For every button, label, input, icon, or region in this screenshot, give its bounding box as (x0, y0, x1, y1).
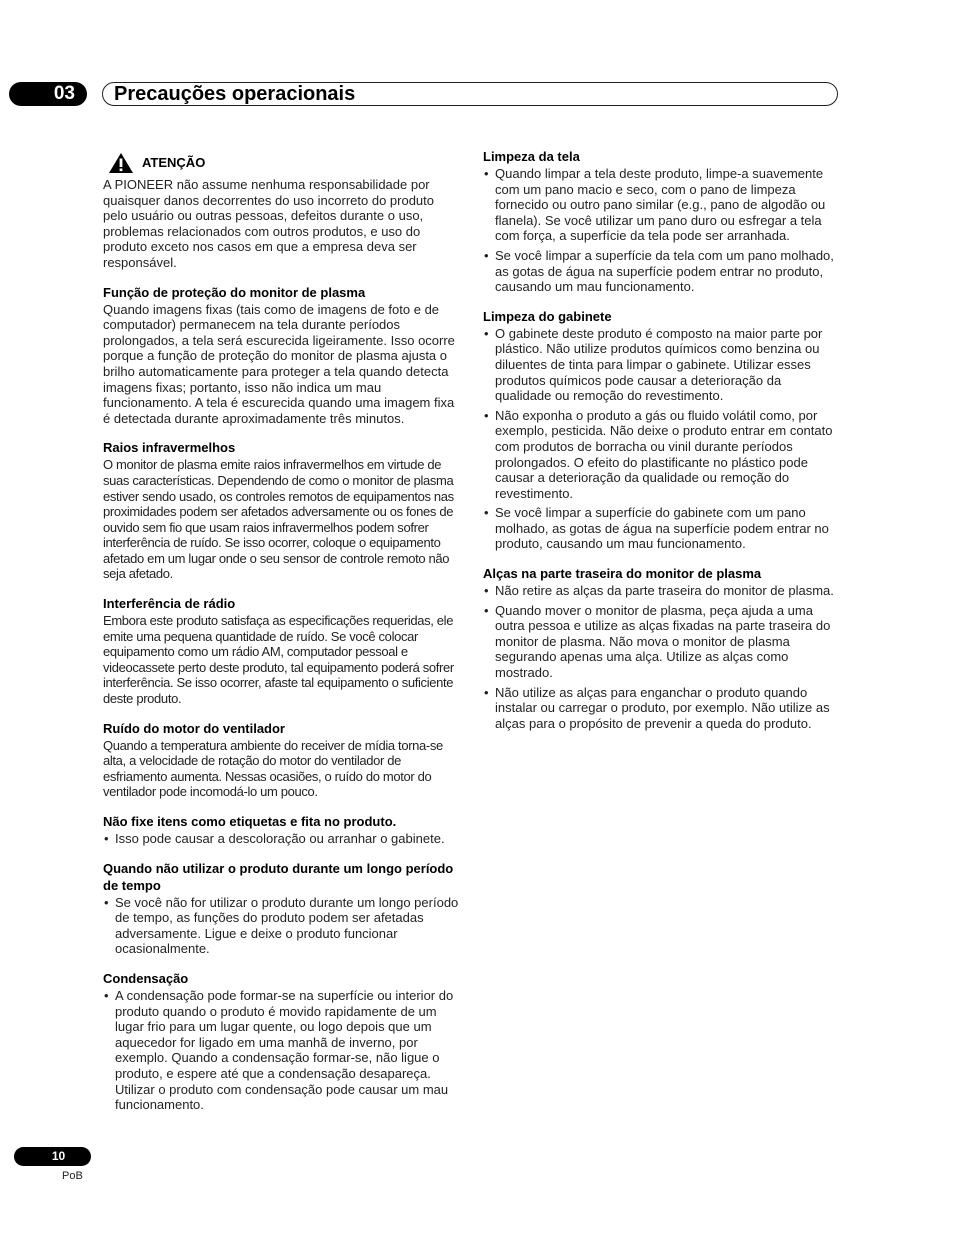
section-text: O monitor de plasma emite raios infravermelhos em virtude de suas características. Dependendo de como o monitor de plasma estiver sendo usado, os controles remotos de equipamentos nas proximidades podem ser afetados adversamente ou os fones de ouvido sem fio que usam raios infravermelhos podem sofrer interferência de ruído. Se isso ocorrer, coloque o equipamento afetado em um lugar onde o seu sensor de controle remoto não seja afetado. (103, 457, 454, 582)
list-item-text: Não retire as alças da parte traseira do monitor de plasma. (495, 583, 834, 599)
bullet-glyph: • (104, 894, 109, 910)
list-item-text: Não utilize as alças para enganchar o produto quando instalar ou carregar o produto, por exemplo. Não utilize as alças para o propósito de prevenir a queda do produto. (495, 684, 830, 731)
list-item (483, 166, 841, 244)
page-title: Precauções operacionais (114, 83, 356, 105)
section-text: Quando a temperatura ambiente do receiver de mídia torna-se alta, a velocidade de rotação do motor do ventilador de esfriamento aumenta. Nessas ocasiões, o ruído do motor do ventilador pode incomodá-lo um pouco. (103, 737, 443, 800)
language-code: PoB (62, 1170, 83, 1182)
section-heading: Interferência de rádio (103, 596, 236, 612)
section-heading: Raios infravermelhos (103, 440, 236, 456)
list-item-text: Se você limpar a superfície da tela com um pano molhado, as gotas de água na superfície podem entrar no produto, causando um mau funcionamento. (495, 247, 834, 295)
bullet-glyph: • (484, 247, 489, 263)
section-rear-handles (483, 565, 841, 731)
section-heading: Limpeza do gabinete (483, 308, 612, 324)
section-heading: Alças na parte traseira do monitor de plasma (483, 566, 762, 582)
bullet-list (483, 166, 841, 295)
section-condensation (103, 970, 460, 1113)
section-screen-cleaning (483, 148, 841, 295)
section-cabinet-cleaning (483, 308, 841, 552)
bullet-glyph: • (484, 166, 489, 181)
section-text: Quando imagens fixas (tais como de imagens de foto e de computador) permanecem na tela durante períodos prolongados, a tela será escurecida ligeiramente. Isso ocorre porque a função de proteção do monitor de plasma ajusta o brilho automaticamente para proteger a tela quando detecta imagens fixas; portanto, isso não indica um mau funcionamento. A tela é escurecida quando uma imagem fixa é detectada durante aproximadamente três minutos. (103, 301, 455, 426)
list-item (483, 408, 841, 502)
bullet-glyph: • (104, 831, 109, 846)
section-heading: Condensação (103, 970, 189, 986)
section-heading: Quando não utilizar o produto durante um longo período de tempo (103, 860, 454, 893)
list-item (483, 603, 841, 681)
list-item (483, 685, 841, 732)
section-heading: Função de proteção do monitor de plasma (103, 284, 366, 300)
section-no-labels (103, 813, 460, 847)
section-fan-noise (103, 720, 460, 800)
section-infrared (103, 439, 460, 582)
bullet-list (103, 895, 460, 957)
section-plasma-protection (103, 284, 460, 427)
list-item (103, 831, 460, 847)
list-item-text: Se você limpar a superfície do gabinete com um pano molhado, as gotas de água na superfície podem entrar no produto, causando um mau funcionamento. (495, 505, 829, 552)
list-item-text: A condensação pode formar-se na superfície ou interior do produto quando o produto é movido rapidamente de um lugar frio para um lugar quente, ou logo depois que um aquecedor for ligado em uma manhã de inverno, por exemplo. Quando a condensação formar-se, não ligue o produto, e espere até que a condensação desapareça. Utilizar o produto com condensação pode causar um mau funcionamento. (115, 987, 454, 1113)
section-heading: Não fixe itens como etiquetas e fita no produto. (103, 814, 397, 829)
bullet-glyph: • (484, 407, 489, 423)
list-item (483, 505, 841, 552)
list-item (483, 583, 841, 599)
bullet-list (483, 583, 841, 731)
bullet-glyph: • (484, 684, 489, 700)
warning-section (103, 152, 460, 271)
section-radio-interference (103, 595, 460, 707)
list-item-text: O gabinete deste produto é composto na maior parte por plástico. Não utilize produtos químicos como benzina ou diluentes de tinta para limpar o gabinete. Utilizar esses produtos químicos pode causar a deterioração da qualidade ou remoção do revestimento. (495, 325, 823, 404)
list-item (103, 988, 460, 1113)
chapter-number-badge: 03 (9, 82, 87, 106)
list-item (103, 895, 460, 957)
bullet-list (103, 988, 460, 1113)
bullet-glyph: • (484, 583, 489, 599)
warning-label: ATENÇÃO (142, 155, 206, 171)
section-text: Embora este produto satisfaça as especificações requeridas, ele emite uma pequena quantidade de ruído. Se você colocar equipamento como um rádio AM, computador pessoal e videocassete perto deste produto, tal equipamento poderá sofrer interferência. Se isso ocorrer, afaste tal equipamento o suficiente deste produto. (103, 613, 454, 707)
right-column (483, 148, 841, 744)
list-item-text: Não exponha o produto a gás ou fluido volátil como, por exemplo, pesticida. Não deixe o produto entrar em contato com produtos de borracha ou vinil durante períodos prolongados. O efeito do plastificante no plástico pode causar a deterioração da qualidade ou remoção do revestimento. (495, 407, 833, 501)
bullet-glyph: • (484, 325, 489, 341)
warning-triangle-icon (108, 152, 134, 174)
list-item (483, 326, 841, 404)
bullet-list (483, 326, 841, 552)
section-long-disuse (103, 860, 460, 957)
list-item-text: Quando mover o monitor de plasma, peça ajuda a uma outra pessoa e utilize as alças fixadas na parte traseira do monitor de plasma. Não mova o monitor de plasma segurando apenas uma alça. Utilize as alças como mostrado. (495, 602, 831, 681)
bullet-glyph: • (484, 505, 489, 521)
list-item-text: Isso pode causar a descoloração ou arranhar o gabinete. (115, 831, 445, 846)
list-item (483, 248, 841, 295)
bullet-glyph: • (484, 602, 489, 618)
list-item-text: Se você não for utilizar o produto durante um longo período de tempo, as funções do produto podem ser afetadas adversamente. Ligue e deixe o produto funcionar ocasionalmente. (115, 894, 459, 957)
section-heading: Limpeza da tela (483, 149, 580, 164)
section-heading: Ruído do motor do ventilador (103, 720, 285, 736)
warning-text: A PIONEER não assume nenhuma responsabilidade por quaisquer danos decorrentes do uso incorreto do produto pelo usuário ou outras pessoas, defeitos durante o uso, problemas relacionados com outros produtos, e uso do produto exceto nos casos em que a empresa deva ser responsável. (103, 177, 434, 270)
left-column (103, 148, 460, 1126)
bullet-glyph: • (104, 987, 109, 1003)
page-number-badge: 10 (14, 1147, 91, 1166)
warning-heading (103, 152, 460, 174)
bullet-list (103, 831, 460, 847)
list-item-text: Quando limpar a tela deste produto, limpe-a suavemente com um pano macio e seco, com o pano de limpeza fornecido ou outro pano similar (e.g., pano de algodão ou flanela). Se você utilizar um pano duro ou esfregar a tela com força, a superfície da tela pode ser arranhada. (495, 166, 826, 244)
